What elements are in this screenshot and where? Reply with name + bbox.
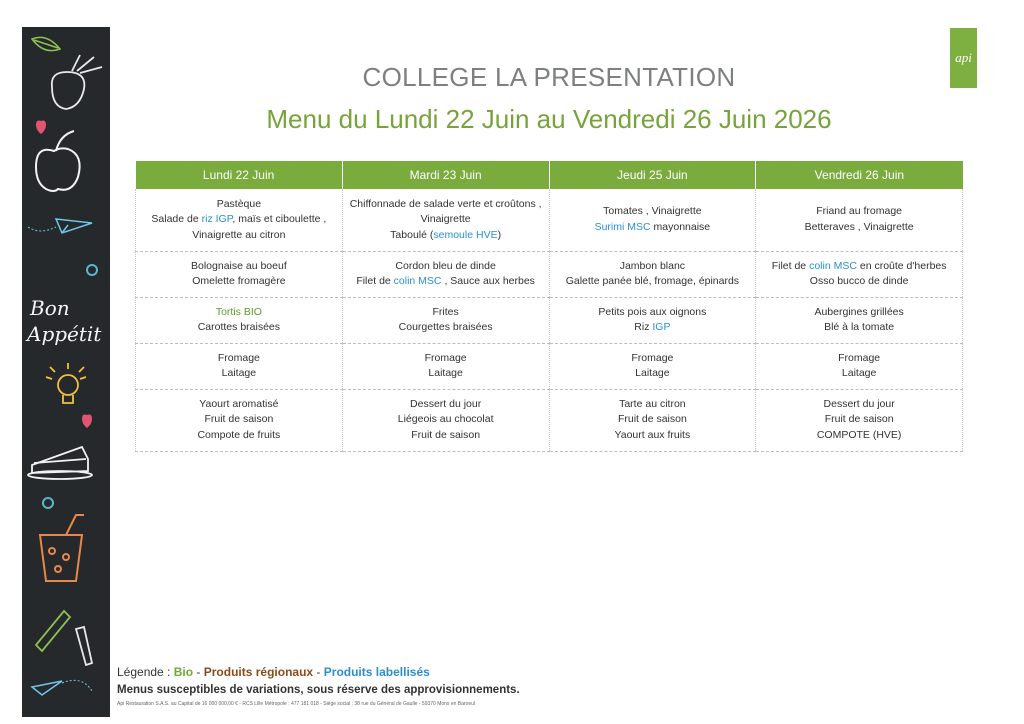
dish-text: Tomates , Vinaigrette: [603, 205, 702, 218]
leaf-icon: [32, 37, 60, 50]
dish-text: Fromage: [217, 351, 260, 364]
dish-text: Cordon bleu de dinde: [395, 259, 496, 272]
dish-text: Galette panée blé, fromage, épinards: [565, 275, 740, 287]
dish-line: [347, 197, 545, 213]
dish-line: [140, 428, 338, 444]
cake-icon: [28, 447, 92, 479]
dish-text: Vinaigrette au citron: [192, 228, 286, 241]
dish-text: Vinaigrette: [420, 213, 471, 225]
dish-line: [554, 204, 752, 220]
appetit-text: Appétit: [27, 322, 102, 346]
dish-line: [140, 366, 338, 382]
dish-line: [140, 228, 338, 244]
dish-text: Filet de: [356, 275, 394, 287]
menu-row: [136, 343, 963, 389]
labelled-product: Surimi MSC: [594, 220, 651, 233]
dish-text: , maïs et ciboulette ,: [232, 213, 327, 225]
dish-line: [760, 320, 958, 336]
day-header: Vendredi 26 Juin: [756, 161, 963, 189]
dish-text: Fruit de saison: [824, 413, 894, 426]
dish-line: [554, 412, 752, 428]
dish-line: [554, 428, 752, 444]
dish-text: Laitage: [221, 367, 257, 379]
labelled-product: colin MSC: [809, 259, 857, 272]
dish-text: Laitage: [635, 367, 670, 379]
dish-text: Yaourt aromatisé: [199, 397, 279, 410]
dish-line: [760, 274, 958, 290]
dish-line: [347, 228, 545, 244]
dish-text: Liégeois au chocolat: [397, 413, 494, 426]
dish-line: [760, 305, 958, 321]
menu-cell: [549, 389, 756, 451]
labelled-product: IGP: [652, 321, 671, 333]
dish-text: Dessert du jour: [823, 397, 895, 410]
dish-text: Yaourt aux fruits: [614, 428, 691, 441]
dish-line: [140, 274, 338, 290]
dish-text: mayonnaise: [650, 220, 711, 233]
dish-line: [554, 259, 752, 275]
disclaimer-note: Menus susceptibles de variations, sous réserve des approvisionnements.: [117, 684, 520, 696]
dish-line: [347, 274, 545, 290]
legend-prefix: Légende :: [117, 665, 174, 679]
dish-line: [554, 320, 752, 336]
dish-text: Fruit de saison: [617, 413, 687, 426]
company-footer: Api Restauration S.A.S. au Capital de 16 000 000,00 € - RCS Lille Métropole : 477 181 018 - Siège social : 38 rue du Général de Gaulle - 59370 Mons en Baroeul: [117, 701, 476, 707]
dish-text: Fromage: [631, 351, 674, 364]
menu-row: [136, 189, 963, 251]
dish-text: Aubergines grillées: [814, 305, 904, 318]
menu-cell: [756, 251, 963, 297]
menu-table: [135, 161, 963, 452]
menu-cell: [136, 343, 343, 389]
labelled-product: semoule HVE: [433, 228, 498, 241]
menu-cell: [342, 343, 549, 389]
dish-line: [554, 305, 752, 321]
menu-row: [136, 251, 963, 297]
dish-text: Fromage: [424, 351, 467, 364]
menu-cell: [136, 189, 343, 251]
bio-product: Tortis BIO: [215, 305, 262, 318]
legend-separator: -: [193, 665, 204, 679]
flower-icon: [87, 265, 97, 275]
dish-text: Pastèque: [216, 197, 262, 210]
legend-bio: Bio: [173, 665, 194, 679]
legend: [117, 665, 430, 679]
dish-text: Frites: [432, 305, 459, 318]
dish-line: [760, 351, 958, 367]
dish-line: [760, 259, 958, 275]
dish-text: Laitage: [428, 367, 463, 379]
menu-cell: [549, 343, 756, 389]
dish-text: Bolognaise au boeuf: [191, 259, 287, 272]
dish-line: [347, 351, 545, 367]
dish-line: [140, 259, 338, 275]
menu-cell: [136, 297, 343, 343]
day-header: Mardi 23 Juin: [342, 161, 549, 189]
dish-line: [347, 366, 545, 382]
menu-cell: [342, 251, 549, 297]
menu-cell: [342, 389, 549, 451]
dish-line: [347, 412, 545, 428]
bon-text: Bon: [30, 296, 70, 320]
dish-line: [554, 366, 752, 382]
dish-text: Riz: [634, 321, 653, 333]
day-header: Jeudi 25 Juin: [549, 161, 756, 189]
dish-text: Taboulé (: [390, 228, 434, 241]
dish-line: [760, 220, 958, 236]
dish-text: Carottes braisées: [197, 321, 281, 333]
dish-line: [554, 397, 752, 413]
dish-text: Fruit de saison: [204, 413, 274, 426]
flower-icon-2: [43, 498, 53, 508]
dish-line: [760, 366, 958, 382]
dish-text: Friand au fromage: [816, 205, 903, 218]
menu-cell: [136, 251, 343, 297]
menu-cell: [756, 189, 963, 251]
dish-line: [140, 351, 338, 367]
dish-text: Petits pois aux oignons: [598, 305, 707, 318]
dish-line: [140, 397, 338, 413]
dish-line: [347, 428, 545, 444]
school-title: COLLEGE LA PRESENTATION: [362, 62, 736, 92]
dish-line: [347, 212, 545, 228]
day-header: Lundi 22 Juin: [136, 161, 343, 189]
menu-row: [136, 389, 963, 451]
dish-text: Fruit de saison: [411, 428, 481, 441]
dish-line: [347, 259, 545, 275]
dish-line: [760, 428, 958, 444]
dish-line: [140, 320, 338, 336]
dish-line: [554, 274, 752, 290]
dish-line: [140, 305, 338, 321]
dish-line: [347, 305, 545, 321]
menu-body: [136, 189, 963, 451]
dish-line: [760, 412, 958, 428]
menu-cell: [756, 343, 963, 389]
labelled-product: riz IGP: [201, 213, 233, 225]
menu-cell: [136, 389, 343, 451]
dish-line: [554, 351, 752, 367]
menu-cell: [342, 297, 549, 343]
menu-cell: [342, 189, 549, 251]
dish-line: [140, 197, 338, 213]
menu-row: [136, 297, 963, 343]
dish-line: [554, 220, 752, 236]
menu-title: Menu du Lundi 22 Juin au Vendredi 26 Juin 2026: [266, 104, 832, 134]
heart-icon-2: [82, 415, 92, 429]
logo-text: api: [955, 50, 972, 65]
labelled-product: colin MSC: [393, 275, 442, 287]
cup-icon: [40, 515, 84, 581]
dish-line: [347, 320, 545, 336]
dish-line: [140, 212, 338, 228]
legend-regional: Produits régionaux: [203, 665, 314, 679]
dish-line: [347, 397, 545, 413]
paper-plane-icon-2: [32, 681, 62, 695]
dish-text: Blé à la tomate: [824, 321, 895, 333]
apple-icon: [36, 131, 80, 191]
menu-cell: [549, 189, 756, 251]
dish-text: Tarte au citron: [619, 397, 686, 410]
dish-text: Omelette fromagère: [192, 275, 286, 287]
menu-cell: [549, 297, 756, 343]
dish-text: Courgettes braisées: [398, 321, 493, 333]
dish-text: Chiffonnade de salade verte et croûtons ,: [349, 197, 542, 210]
dish-text: Filet de: [771, 259, 810, 272]
menu-cell: [756, 389, 963, 451]
dish-text: , Sauce aux herbes: [441, 275, 535, 287]
menu-cell: [756, 297, 963, 343]
dish-text: Osso bucco de dinde: [809, 275, 909, 287]
pencil-icon: [36, 611, 70, 651]
dish-text: Dessert du jour: [410, 397, 482, 410]
dish-text: COMPOTE (HVE): [816, 428, 902, 441]
dish-text: en croûte d'herbes: [856, 259, 947, 272]
day-header-row: [136, 161, 963, 189]
dish-text: Laitage: [841, 367, 877, 379]
dish-line: [760, 204, 958, 220]
dish-line: [140, 412, 338, 428]
dish-text: Compote de fruits: [197, 428, 281, 441]
lightbulb-icon: [46, 363, 86, 403]
legend-separator: -: [313, 665, 324, 679]
pencil-icon-2: [76, 627, 92, 665]
dish-text: ): [497, 228, 502, 241]
dish-text: Betteraves , Vinaigrette: [804, 220, 914, 233]
paper-plane-icon: [56, 219, 92, 233]
dish-text: Jambon blanc: [619, 259, 686, 272]
legend-labelled: Produits labellisés: [323, 665, 430, 679]
menu-cell: [549, 251, 756, 297]
dish-text: Fromage: [838, 351, 881, 364]
dish-text: Salade de: [151, 213, 202, 225]
dish-line: [760, 397, 958, 413]
